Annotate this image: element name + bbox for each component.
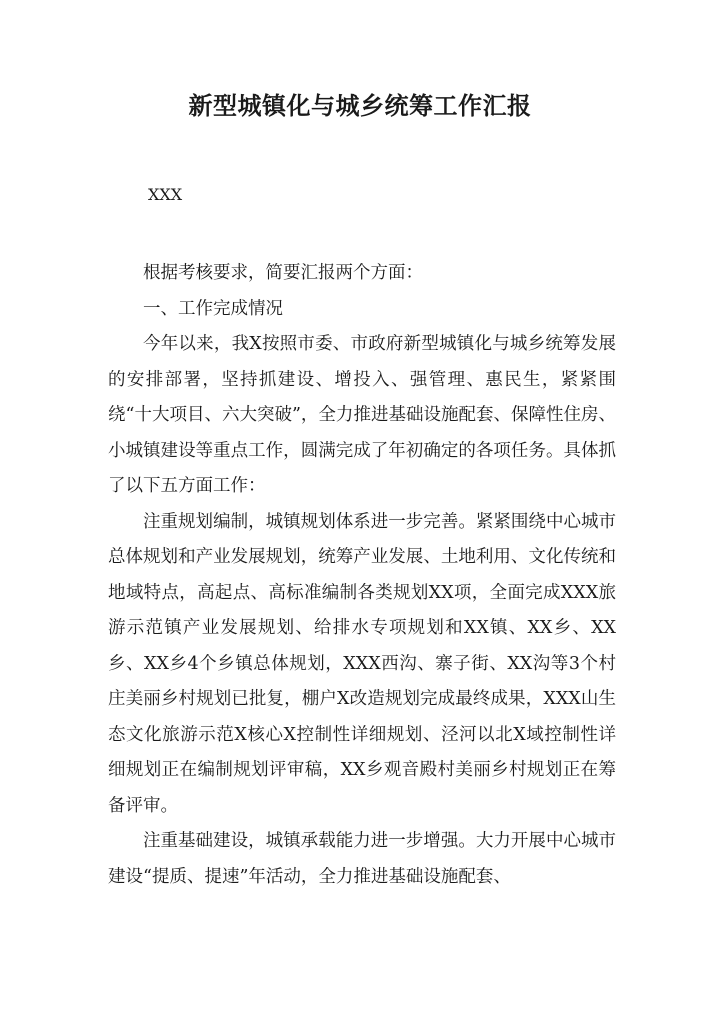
paragraph-intro: 根据考核要求，简要汇报两个方面： — [143, 263, 423, 283]
document-title: 新型城镇化与城乡统筹工作汇报 — [188, 92, 532, 120]
paragraph-overview: 今年以来，我X按照市委、市政府新型城镇化与城乡统筹发展的安排部署，坚持抓建设、增投入、强管理、惠民生，紧紧围绕“十大项目、六大突破”，全力推进基础设施配套、保障性住房、小城镇建设等重点工作，圆满完成了年初确定的各项任务。具体抓了以下五方面工作： — [108, 334, 616, 496]
document-body — [108, 256, 616, 895]
paragraph-infrastructure: 注重基础建设，城镇承载能力进一步增强。大力开展中心城市建设“提质、提速”年活动，全力推进基础设施配套、 — [108, 831, 616, 887]
document-author: XXX — [148, 185, 183, 204]
paragraph-planning: 注重规划编制，城镇规划体系进一步完善。紧紧围绕中心城市总体规划和产业发展规划，统筹产业发展、土地利用、文化传统和地域特点，高起点、高标准编制各类规划XX项，全面完成XXX旅游示范镇产业发展规划、给排水专项规划和XX镇、XX乡、XX乡、XX乡4个乡镇总体规划，XXX西沟、寨子街、XX沟等3个村庄美丽乡村规划已批复，棚户X改造规划完成最终成果，XXX山生态文化旅游示范X核心X控制性详细规划、泾河以北X域控制性详细规划正在编制规划评审稿，XX乡观音殿村美丽乡村规划正在筹备评审。 — [108, 511, 616, 816]
section-heading: 一、工作完成情况 — [143, 298, 283, 319]
